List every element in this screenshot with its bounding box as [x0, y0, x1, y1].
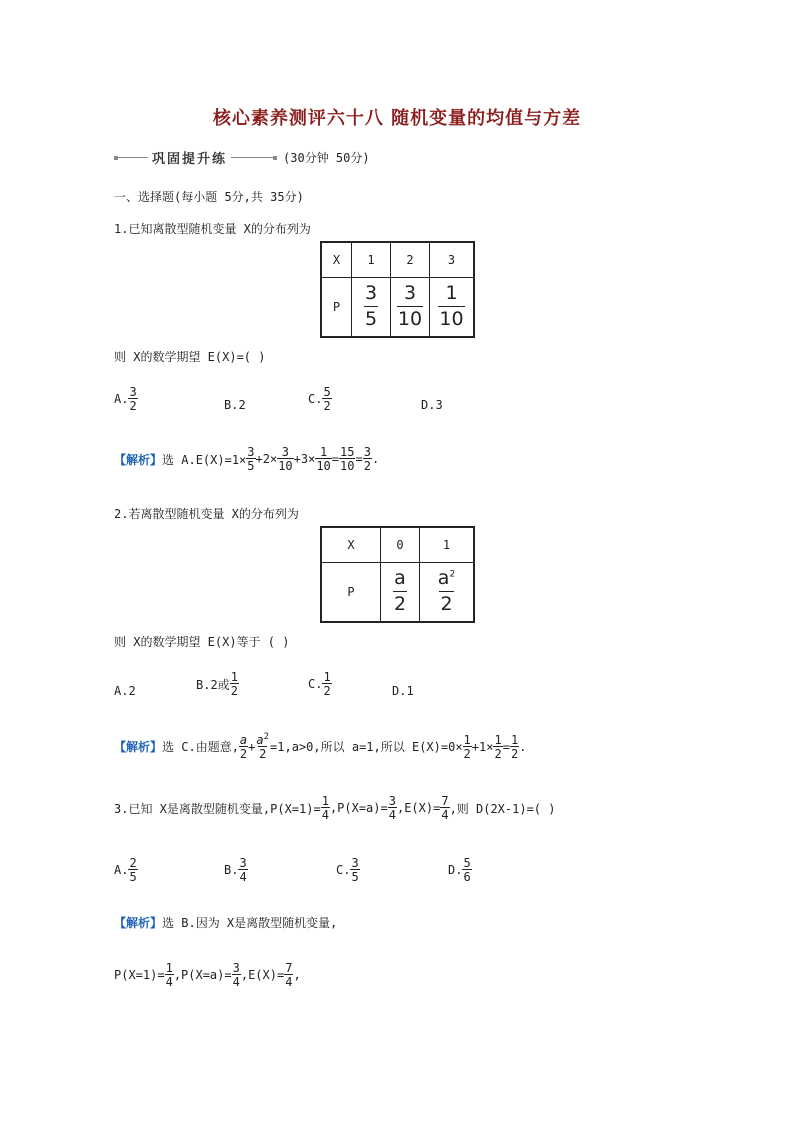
table-cell: 1: [352, 242, 391, 277]
fraction: $\frac{1}{2}$: [323, 670, 331, 698]
explanation-3-line-2: [114, 962, 301, 988]
fraction: $\frac{a}{2}$: [393, 567, 407, 616]
page-title: 核心素养测评六十八 随机变量的均值与方差: [212, 108, 582, 129]
section-header: [114, 148, 370, 167]
table-cell: [430, 277, 475, 337]
option-letter: B.: [224, 863, 239, 877]
fraction: $\frac{1}{2}$: [230, 670, 238, 698]
option-letter: A.: [114, 863, 129, 877]
explanation-text: =1,a>0,所以 a=1,所以 E(X)=0×: [270, 740, 463, 754]
fraction: $\frac{a}{2}$: [239, 732, 248, 761]
explanation-text: +2×: [255, 452, 278, 466]
option-c[interactable]: [308, 386, 332, 412]
question-text: ,E(X)=: [396, 801, 441, 815]
option-d[interactable]: [421, 398, 443, 412]
fraction: $\frac{7}{4}$: [285, 961, 293, 989]
explanation-text: ,E(X)=: [240, 968, 285, 982]
table-row: [321, 562, 474, 622]
fraction: $\frac{2}{5}$: [129, 856, 137, 884]
fraction: $\frac{5}{6}$: [463, 856, 471, 884]
option-letter: D.1: [392, 684, 414, 698]
explanation-text: 选 C.由题意,: [162, 740, 239, 754]
explanation-text: +3×: [293, 452, 316, 466]
explanation-text: P(X=1)=: [114, 968, 165, 982]
fraction: $\frac{3}{4}$: [388, 794, 396, 822]
question-text: ,则 D(2X-1)=( ): [449, 801, 556, 816]
fraction: $\frac{1}{4}$: [165, 961, 173, 989]
answer-explanation-2: [114, 733, 526, 760]
explanation-label: 【解析】: [114, 916, 163, 930]
distribution-table-1: [320, 241, 475, 338]
option-letter: D.: [448, 863, 463, 877]
section-marker: [273, 156, 277, 160]
section-label: 巩固提升练: [152, 152, 228, 167]
option-c[interactable]: [336, 857, 360, 883]
fraction: $\frac{3}{5}$: [351, 856, 359, 884]
section-time: (30分钟 50分): [283, 151, 370, 165]
table-row: [321, 242, 474, 277]
fraction: $\frac{3}{5}$: [247, 445, 255, 473]
table-cell: 3: [430, 242, 475, 277]
question-text: ,P(X=a)=: [329, 801, 388, 815]
fraction: $\frac{15}{10}$: [340, 445, 355, 473]
table-cell: [352, 277, 391, 337]
explanation-text: .: [371, 452, 380, 466]
fraction: $\frac{3}{4}$: [232, 961, 240, 989]
fraction: $\frac{1}{10}$: [316, 445, 331, 473]
table-cell: 2: [391, 242, 430, 277]
option-a[interactable]: [114, 386, 138, 412]
explanation-text: =: [502, 739, 510, 754]
fraction: $\frac{a^2}{2}$: [256, 732, 270, 761]
table-cell: P: [321, 562, 381, 622]
table-cell: X: [321, 527, 381, 562]
explanation-label: 【解析】: [114, 452, 163, 467]
option-b[interactable]: [224, 398, 246, 412]
explanation-text: ,: [293, 968, 301, 982]
option-a[interactable]: [114, 684, 136, 698]
question-text: 3.已知 X是离散型随机变量,P(X=1)=: [114, 801, 321, 816]
explanation-text: 选 A.E(X)=1×: [162, 452, 247, 467]
explanation-text: 选 B.因为 X是离散型随机变量,: [162, 916, 338, 930]
fraction: $\frac{3}{2}$: [363, 445, 371, 473]
fraction: $\frac{1}{2}$: [463, 732, 471, 761]
explanation-text: =: [355, 452, 363, 466]
option-letter: A.2: [114, 684, 136, 698]
answer-explanation-1: [114, 446, 379, 472]
fraction: $\frac{5}{2}$: [323, 385, 331, 413]
explanation-text: +: [248, 739, 256, 754]
table-cell: [381, 562, 420, 622]
fraction: $\frac{3}{5}$: [364, 282, 378, 331]
question-1-stem: 1.已知离散型随机变量 X的分布列为: [114, 222, 311, 236]
option-letter: C.: [308, 392, 323, 406]
option-a[interactable]: [114, 857, 138, 883]
option-letter: B.2: [224, 398, 246, 412]
explanation-label: 【解析】: [114, 740, 163, 754]
option-letter: C.: [336, 863, 351, 877]
fraction: $\frac{1}{2}$: [494, 732, 502, 761]
option-d[interactable]: [392, 684, 414, 698]
answer-explanation-3: [114, 914, 337, 931]
option-c[interactable]: [308, 671, 332, 697]
explanation-text: .: [519, 739, 527, 754]
fraction: $\frac{3}{10}$: [278, 445, 293, 473]
table-cell: X: [321, 242, 352, 277]
divider: [118, 157, 148, 158]
fraction: $\frac{1}{10}$: [439, 282, 464, 331]
divider: [231, 157, 273, 158]
fraction: $\frac{3}{10}$: [397, 282, 423, 331]
part-heading: 一、选择题(每小题 5分,共 35分): [114, 190, 304, 204]
question-2-ask: 则 X的数学期望 E(X)等于 ( ): [114, 635, 290, 649]
explanation-text: =: [331, 452, 340, 466]
fraction: $\frac{1}{2}$: [510, 732, 519, 761]
option-letter: C.: [308, 677, 323, 691]
option-b[interactable]: [224, 857, 248, 883]
question-2-stem: 2.若离散型随机变量 X的分布列为: [114, 507, 299, 521]
option-letter: D.3: [421, 398, 443, 412]
fraction: $\frac{3}{2}$: [129, 385, 137, 413]
fraction: $\frac{1}{4}$: [321, 794, 329, 822]
question-1-ask: 则 X的数学期望 E(X)=( ): [114, 350, 266, 364]
fraction: $\frac{3}{4}$: [239, 856, 247, 884]
table-row: [321, 527, 474, 562]
distribution-table-2: [320, 526, 475, 623]
option-b[interactable]: [196, 671, 239, 697]
table-cell: [391, 277, 430, 337]
fraction: $\frac{7}{4}$: [441, 794, 449, 822]
table-row: [321, 277, 474, 337]
option-letter: B.2或: [196, 677, 230, 692]
fraction: $\frac{a^2}{2}$: [437, 567, 456, 616]
table-cell: 0: [381, 527, 420, 562]
table-cell: 1: [420, 527, 475, 562]
explanation-text: +1×: [471, 739, 494, 754]
option-letter: A.: [114, 392, 129, 406]
explanation-text: ,P(X=a)=: [173, 968, 232, 982]
table-cell: [420, 562, 475, 622]
option-d[interactable]: [448, 857, 472, 883]
table-cell: P: [321, 277, 352, 337]
question-3-stem: [114, 795, 555, 821]
